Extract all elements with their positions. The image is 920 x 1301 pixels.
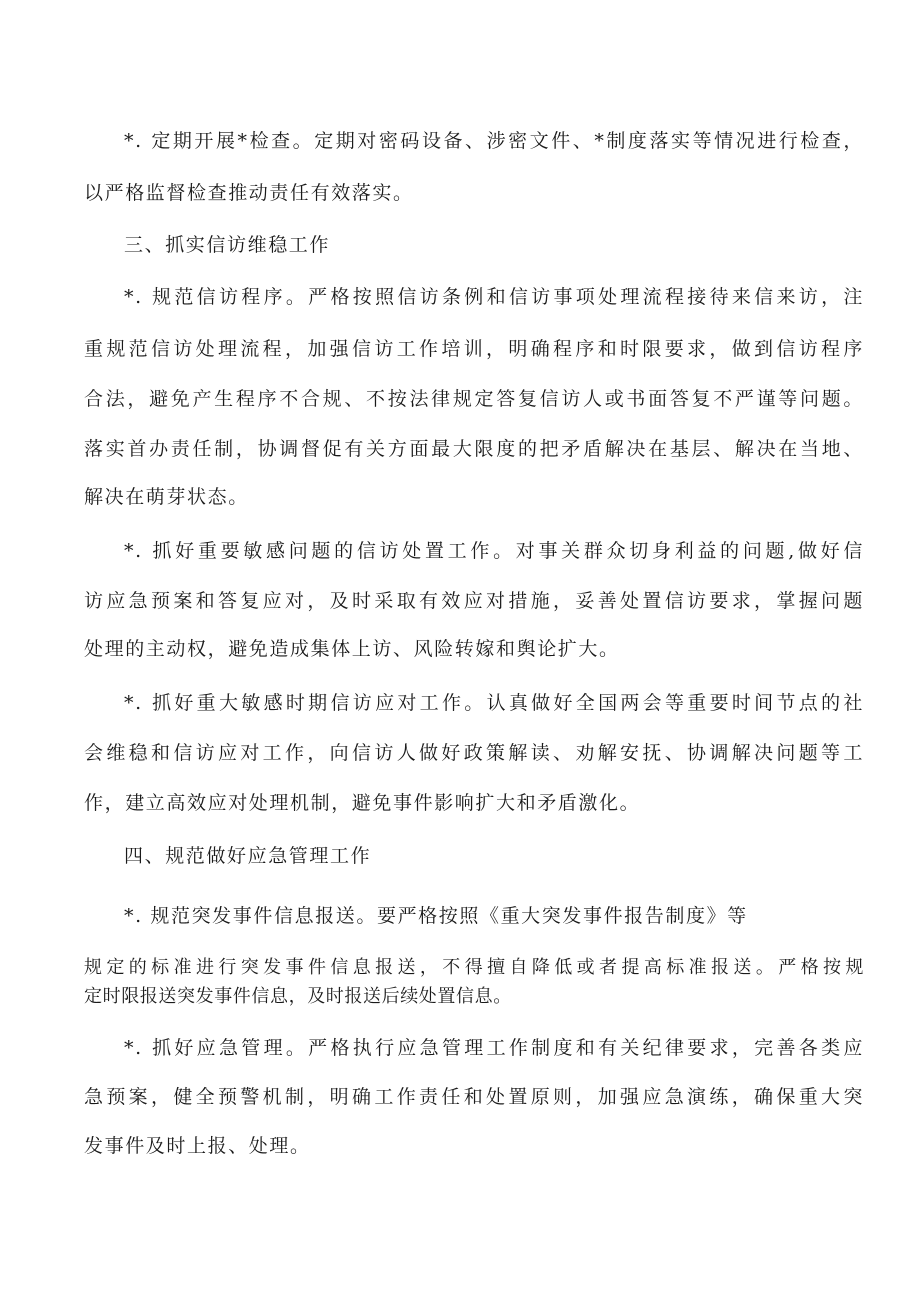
paragraph-line: *. 抓好应急管理。严格执行应急管理工作制度和有关纪律要求，完善各类应 [124, 1037, 864, 1059]
paragraph-line: 会维稳和信访应对工作，向信访人做好政策解读、劝解安抚、协调解决问题等工 [84, 742, 864, 764]
paragraph-line: 处理的主动权，避免造成集体上访、风险转嫁和舆论扩大。 [84, 638, 620, 660]
paragraph-line: *. 抓好重大敏感时期信访应对工作。认真做好全国两会等重要时间节点的社 [124, 692, 864, 714]
paragraph-line: 定时限报送突发事件信息，及时报送后续处置信息。 [84, 986, 512, 1007]
section-heading: 四、规范做好应急管理工作 [124, 845, 372, 867]
paragraph-line: *. 定期开展*检查。定期对密码设备、涉密文件、*制度落实等情况进行检查， [124, 130, 864, 152]
paragraph-line: *. 规范信访程序。严格按照信访条例和信访事项处理流程接待来信来访，注 [124, 286, 864, 308]
paragraph-line: *. 抓好重要敏感问题的信访处置工作。对事关群众切身利益的问题,做好信 [124, 540, 864, 562]
paragraph-line: 规定的标准进行突发事件信息报送，不得擅自降低或者提高标准报送。严格按规 [84, 957, 864, 978]
paragraph-line: 发事件及时上报、处理。 [84, 1135, 311, 1157]
paragraph-line: 重规范信访处理流程，加强信访工作培训，明确程序和时限要求，做到信访程序 [84, 338, 864, 360]
paragraph-line: 合法，避免产生程序不合规、不按法律规定答复信访人或书面答复不严谨等问题。 [84, 388, 864, 410]
paragraph-line: 解决在萌芽状态。 [84, 486, 249, 508]
paragraph-line: 访应急预案和答复应对，及时采取有效应对措施，妥善处置信访要求，掌握问题 [84, 590, 864, 612]
paragraph-line: 落实首办责任制，协调督促有关方面最大限度的把矛盾解决在基层、解决在当地、 [84, 438, 864, 460]
paragraph-line: *. 规范突发事件信息报送。要严格按照《重大突发事件报告制度》等 [124, 905, 748, 927]
section-heading: 三、抓实信访维稳工作 [124, 234, 331, 256]
paragraph-line: 以严格监督检查推动责任有效落实。 [84, 182, 414, 204]
paragraph-line: 急预案，健全预警机制，明确工作责任和处置原则，加强应急演练，确保重大突 [84, 1086, 864, 1108]
paragraph-line: 作，建立高效应对处理机制，避免事件影响扩大和矛盾激化。 [84, 792, 641, 814]
